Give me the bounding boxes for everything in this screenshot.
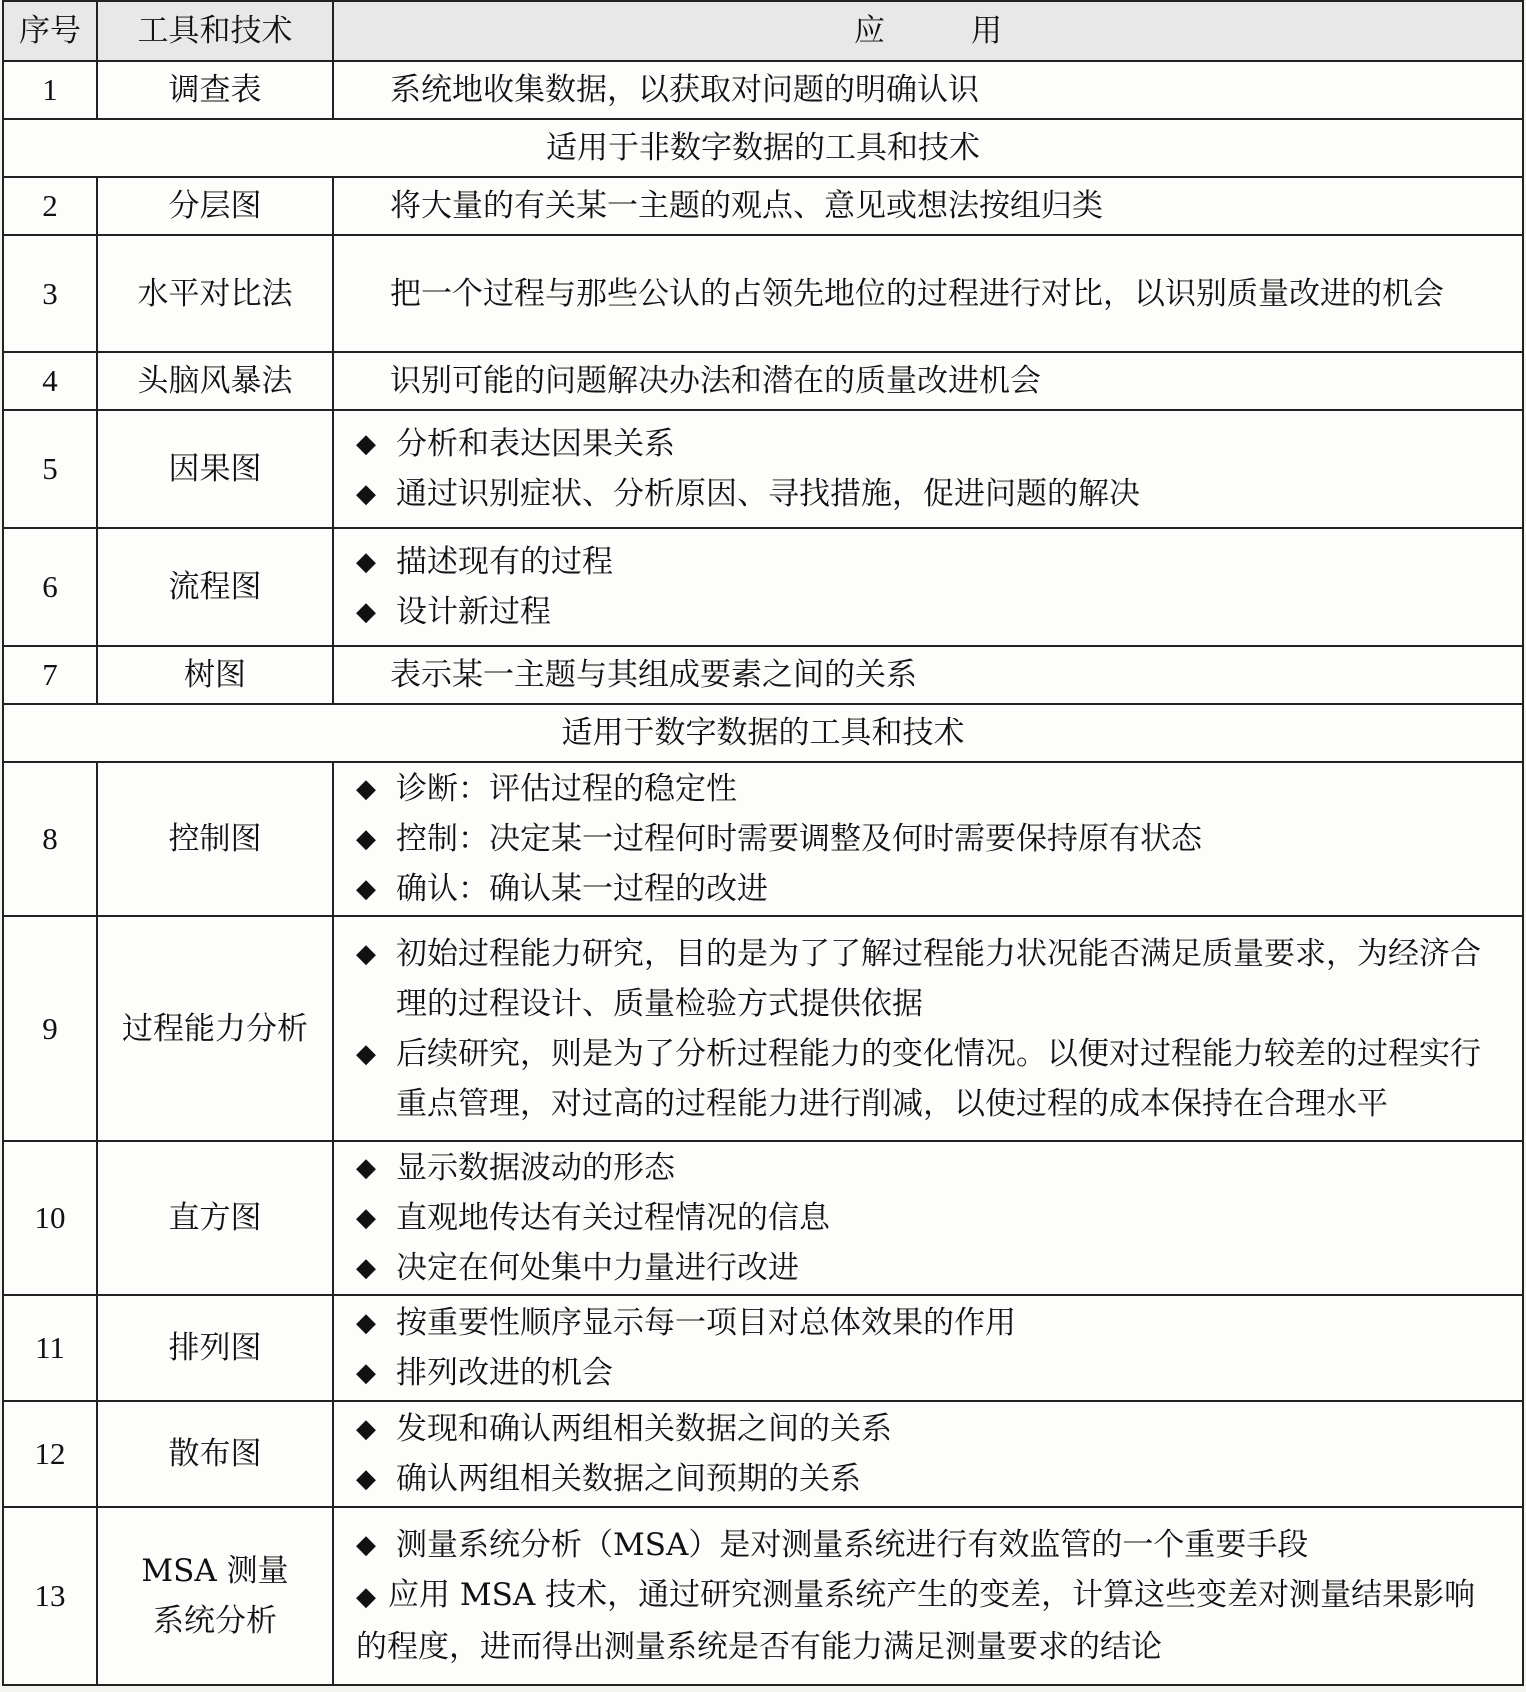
application-bullets xyxy=(333,528,1523,646)
table-row xyxy=(3,61,1523,119)
tool-name: 控制图 xyxy=(97,762,333,916)
row-number: 5 xyxy=(3,410,97,528)
section-heading-numeric: 适用于数字数据的工具和技术 xyxy=(3,704,1523,762)
row-number: 10 xyxy=(3,1141,97,1295)
row-number: 8 xyxy=(3,762,97,916)
diamond-bullet-icon: ◆ xyxy=(356,1308,376,1338)
bullet-item-wrapping: ◆ 应用 MSA 技术，通过研究测量系统产生的变差，计算这些变差对测量结果影响的程度，进而得出测量系统是否有能力满足测量要求的结论 xyxy=(356,1577,1476,1665)
diamond-bullet-icon: ◆ xyxy=(356,429,376,459)
section-row xyxy=(3,119,1523,177)
application-bullets xyxy=(333,410,1523,528)
row-number: 11 xyxy=(3,1295,97,1401)
bullet-item: ◆ 控制：决定某一过程何时需要调整及何时需要保持原有状态 xyxy=(356,814,1504,864)
bullet-item: ◆ 发现和确认两组相关数据之间的关系 xyxy=(356,1404,1504,1454)
bullet-item: ◆ 决定在何处集中力量进行改进 xyxy=(356,1243,1504,1293)
application-text: 表示某一主题与其组成要素之间的关系 xyxy=(333,646,1523,704)
table-row xyxy=(3,352,1523,410)
table-row xyxy=(3,177,1523,235)
bullet-item: ◆ 后续研究，则是为了分析过程能力的变化情况。以便对过程能力较差的过程实行重点管理，对过高的过程能力进行削减，以使过程的成本保持在合理水平 xyxy=(356,1029,1504,1129)
application-text: 把一个过程与那些公认的占领先地位的过程进行对比，以识别质量改进的机会 xyxy=(333,235,1523,352)
diamond-bullet-icon: ◆ xyxy=(356,479,376,509)
diamond-bullet-icon: ◆ xyxy=(356,1203,376,1233)
header-app-char-1: 应 xyxy=(854,13,885,49)
application-bullets xyxy=(333,1295,1523,1401)
table-row xyxy=(3,235,1523,352)
bullet-item: ◆ 初始过程能力研究，目的是为了了解过程能力状况能否满足质量要求，为经济合理的过程设计、质量检验方式提供依据 xyxy=(356,929,1504,1029)
tool-name: 排列图 xyxy=(97,1295,333,1401)
table-row xyxy=(3,1295,1523,1401)
diamond-bullet-icon: ◆ xyxy=(356,1414,376,1444)
tool-name xyxy=(97,1507,333,1685)
diamond-bullet-icon: ◆ xyxy=(356,547,376,577)
table-row xyxy=(3,646,1523,704)
application-bullets xyxy=(333,1507,1523,1685)
bullet-item: ◆ 分析和表达因果关系 xyxy=(356,419,1504,469)
bullet-item: ◆ 确认两组相关数据之间预期的关系 xyxy=(356,1454,1504,1504)
diamond-bullet-icon: ◆ xyxy=(356,1038,376,1069)
bullet-item: ◆ 通过识别症状、分析原因、寻找措施，促进问题的解决 xyxy=(356,469,1504,519)
section-heading-non-numeric: 适用于非数字数据的工具和技术 xyxy=(3,119,1523,177)
bullet-item: ◆ 排列改进的机会 xyxy=(356,1348,1504,1398)
tool-name: 分层图 xyxy=(97,177,333,235)
application-text: 识别可能的问题解决办法和潜在的质量改进机会 xyxy=(333,352,1523,410)
tools-techniques-table xyxy=(2,0,1524,1686)
diamond-bullet-icon: ◆ xyxy=(356,938,376,969)
bullet-item: ◆ 直观地传达有关过程情况的信息 xyxy=(356,1193,1504,1243)
row-number: 12 xyxy=(3,1401,97,1507)
diamond-bullet-icon: ◆ xyxy=(356,1153,376,1183)
tool-name: 水平对比法 xyxy=(97,235,333,352)
tool-name: 流程图 xyxy=(97,528,333,646)
row-number: 6 xyxy=(3,528,97,646)
diamond-bullet-icon: ◆ xyxy=(356,1253,376,1283)
tool-name-line-1: MSA 测量 xyxy=(141,1553,289,1589)
diamond-bullet-icon: ◆ xyxy=(356,1582,376,1612)
table-row xyxy=(3,1401,1523,1507)
row-number: 13 xyxy=(3,1507,97,1685)
tool-name-line-2: 系统分析 xyxy=(153,1603,277,1639)
tool-name: 调查表 xyxy=(97,61,333,119)
diamond-bullet-icon: ◆ xyxy=(356,774,376,804)
bullet-item: ◆ 描述现有的过程 xyxy=(356,537,1504,587)
tool-name: 散布图 xyxy=(97,1401,333,1507)
bullet-item: ◆ 设计新过程 xyxy=(356,587,1504,637)
table-row xyxy=(3,528,1523,646)
tool-name: 树图 xyxy=(97,646,333,704)
tool-name: 直方图 xyxy=(97,1141,333,1295)
row-number: 4 xyxy=(3,352,97,410)
bullet-item: ◆ 确认：确认某一过程的改进 xyxy=(356,864,1504,914)
table-row xyxy=(3,410,1523,528)
table-row xyxy=(3,916,1523,1141)
header-application xyxy=(333,1,1523,61)
diamond-bullet-icon: ◆ xyxy=(356,1530,376,1560)
tool-name: 过程能力分析 xyxy=(97,916,333,1141)
header-tool: 工具和技术 xyxy=(97,1,333,61)
diamond-bullet-icon: ◆ xyxy=(356,874,376,904)
tool-name: 头脑风暴法 xyxy=(97,352,333,410)
diamond-bullet-icon: ◆ xyxy=(356,1358,376,1388)
application-text: 系统地收集数据，以获取对问题的明确认识 xyxy=(333,61,1523,119)
diamond-bullet-icon: ◆ xyxy=(356,824,376,854)
diamond-bullet-icon: ◆ xyxy=(356,597,376,627)
application-bullets xyxy=(333,1401,1523,1507)
table-row xyxy=(3,1507,1523,1685)
application-bullets xyxy=(333,916,1523,1141)
bullet-item: ◆ 显示数据波动的形态 xyxy=(356,1143,1504,1193)
row-number: 7 xyxy=(3,646,97,704)
table-row xyxy=(3,1141,1523,1295)
tool-name: 因果图 xyxy=(97,410,333,528)
application-bullets xyxy=(333,1141,1523,1295)
row-number: 3 xyxy=(3,235,97,352)
application-bullets xyxy=(333,762,1523,916)
table-row xyxy=(3,762,1523,916)
bullet-item: ◆ 诊断：评估过程的稳定性 xyxy=(356,764,1504,814)
row-number: 2 xyxy=(3,177,97,235)
application-text: 将大量的有关某一主题的观点、意见或想法按组归类 xyxy=(333,177,1523,235)
bullet-item: ◆ 测量系统分析（MSA）是对测量系统进行有效监管的一个重要手段 xyxy=(356,1520,1504,1570)
bullet-item: ◆ 按重要性顺序显示每一项目对总体效果的作用 xyxy=(356,1298,1504,1348)
row-number: 9 xyxy=(3,916,97,1141)
header-no: 序号 xyxy=(3,1,97,61)
diamond-bullet-icon: ◆ xyxy=(356,1464,376,1494)
row-number: 1 xyxy=(3,61,97,119)
header-row xyxy=(3,1,1523,61)
section-row xyxy=(3,704,1523,762)
header-app-char-2: 用 xyxy=(971,13,1002,49)
